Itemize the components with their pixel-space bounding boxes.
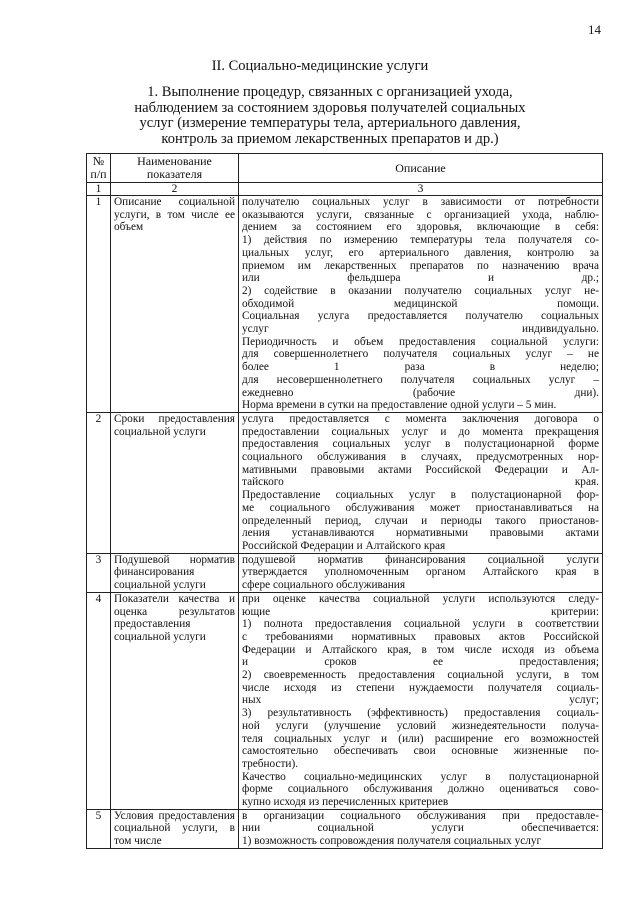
description-line: форме социального обслуживания должно оцениваться сово-	[242, 783, 599, 796]
description-line: Предоставление социальных услуг в полустационарной фор-	[242, 489, 599, 502]
description-line: Федерации и Алтайского края, в том числе исходя из объема	[242, 643, 599, 656]
column-number: 2	[111, 183, 239, 196]
description-line: услуг индивидуально.	[242, 323, 599, 336]
table-row	[87, 553, 603, 592]
section-title: II. Социально-медицинские услуги	[211, 58, 429, 74]
description-line: и сроков ее предоставления;	[242, 656, 599, 669]
description-line: более 1 раза в неделю;	[242, 361, 599, 374]
header-num: № п/п	[87, 154, 111, 183]
description-line: в организации социального обслуживания при предоставле-	[242, 809, 599, 822]
description-line: или фельдшера и др.;	[242, 272, 599, 285]
description-line: самостоятельно обеспечивать свои основные жизненные по-	[242, 745, 599, 758]
table-header-row	[87, 154, 603, 183]
header-name: Наименование показателя	[111, 154, 239, 183]
description-line: 1) возможность сопровождения получателя социальных услуг	[242, 835, 542, 848]
description-line: Норма времени в сутки на предоставление одной услуги – 5 мин.	[242, 399, 557, 412]
description-line: для несовершеннолетнего получателя социальных услуг –	[242, 373, 599, 386]
description-line: получателю социальных услуг в зависимости от потребности	[242, 196, 599, 208]
row-number: 3	[87, 553, 111, 592]
table-row	[87, 412, 603, 553]
header-desc: Описание	[239, 154, 603, 183]
description-line: циальных услуг, его артериального давления, контролю за	[242, 246, 599, 259]
description-line: обходимой медицинской помощи.	[242, 297, 599, 310]
description-line: 2) своевременность предоставления социальной услуги, в том	[242, 669, 599, 682]
description-line: ления устанавливаются нормативными правовыми актами	[242, 527, 599, 540]
description-cell	[239, 592, 603, 809]
description-line: 1) полнота предоставления социальной услуги в соответствии	[242, 618, 599, 631]
description-line: утверждается уполномоченным органом Алтайского края в	[242, 566, 599, 579]
description-line: предоставлении социальных услуг и до момента прекращения	[242, 425, 599, 438]
description-cell	[239, 809, 603, 848]
row-number: 4	[87, 592, 111, 809]
description-line: ной услуги (улучшение условий жизнедеятельности получа-	[242, 719, 599, 732]
subtitle-line: контроль за приемом лекарственных препаратов и др.)	[161, 130, 499, 147]
indicator-name: Показатели качества и оценка результатов предоставления социальной услуги	[111, 592, 239, 809]
subtitle	[100, 85, 560, 147]
description-line: Социальная услуга предоставляется получателю социальных	[242, 310, 599, 323]
description-line: Качество социально-медицинских услуг в полустационарной	[242, 770, 599, 783]
indicator-name: Сроки предоставления социальной услуги	[111, 412, 239, 553]
description-line: ме социального обслуживания может приостанавливаться на	[242, 501, 599, 514]
row-number: 5	[87, 809, 111, 848]
description-line: услуга предоставляется с момента заключения договора о	[242, 412, 599, 425]
subtitle-line: 1. Выполнение процедур, связанных с организацией ухода,	[147, 84, 513, 100]
description-line: оказываются услуги, связанные с организацией ухода, наблю-	[242, 208, 599, 221]
description-line: приемом им лекарственных препаратов по назначению врача	[242, 259, 599, 272]
description-line: социального обслуживания в случаях, предусмотренных нор-	[242, 451, 599, 464]
row-number: 1	[87, 196, 111, 413]
description-line: сфере социального обслуживания	[242, 579, 406, 592]
indicator-name: Описание социальной услуги, в том числе ее объем	[111, 196, 239, 413]
column-number-row	[87, 183, 603, 196]
description-line: ных услуг;	[242, 694, 599, 707]
description-line: 2) содействие в оказании получателю социальных услуг не-	[242, 284, 599, 297]
subtitle-line: наблюдением за состоянием здоровья получателей социальных	[134, 99, 526, 116]
description-line: дением за состоянием его здоровья, включающие в себя:	[242, 221, 599, 234]
description-cell	[239, 196, 603, 413]
row-number: 2	[87, 412, 111, 553]
description-line: мативными правовыми актами Российской Федерации и Ал-	[242, 463, 599, 476]
description-line: купно исходя из перечисленных критериев	[242, 796, 449, 809]
services-table	[86, 153, 603, 849]
column-number: 1	[87, 183, 111, 196]
subtitle-line: услуг (измерение температуры тела, артериального давления,	[139, 115, 521, 131]
description-line: 3) результативность (эффективность) предоставления социаль-	[242, 707, 599, 720]
description-line: для совершеннолетнего получателя социальных услуг – не	[242, 348, 599, 361]
description-line: предоставления социальных услуг в полустационарной форме	[242, 438, 599, 451]
description-line: нии социальной услуги обеспечивается:	[242, 822, 599, 835]
table-row	[87, 196, 603, 413]
description-line: ежедневно (рабочие дни).	[242, 386, 599, 399]
description-line: числе исходя из степени нуждаемости получателя социаль-	[242, 681, 599, 694]
description-line: тайского края.	[242, 476, 599, 489]
description-line: с требованиями нормативных правовых актов Российской	[242, 630, 599, 643]
description-line: 1) действия по измерению температуры тела получателя со-	[242, 234, 599, 247]
indicator-name: Условия предоставления социальной услуги, в том числе	[111, 809, 239, 848]
description-line: ющие критерии:	[242, 605, 599, 618]
description-line: подушевой норматив финансирования социальной услуги	[242, 553, 599, 566]
table-row	[87, 809, 603, 848]
page-number: 14	[588, 22, 601, 37]
description-line: при оценке качества социальной услуги используются следу-	[242, 592, 599, 605]
column-number: 3	[239, 183, 603, 196]
description-line: требности).	[242, 757, 299, 770]
description-line: Российской Федерации и Алтайского края	[242, 539, 446, 552]
description-line: Периодичность и объем предоставления социальной услуги:	[242, 335, 599, 348]
description-line: определенный период, случаи и периоды такого приостанов-	[242, 514, 599, 527]
table-row	[87, 592, 603, 809]
description-cell	[239, 553, 603, 592]
description-cell	[239, 412, 603, 553]
description-line: теля социальных услуг и (или) расширение его возможностей	[242, 732, 599, 745]
indicator-name: Подушевой норматив финансирования социальной услуги	[111, 553, 239, 592]
